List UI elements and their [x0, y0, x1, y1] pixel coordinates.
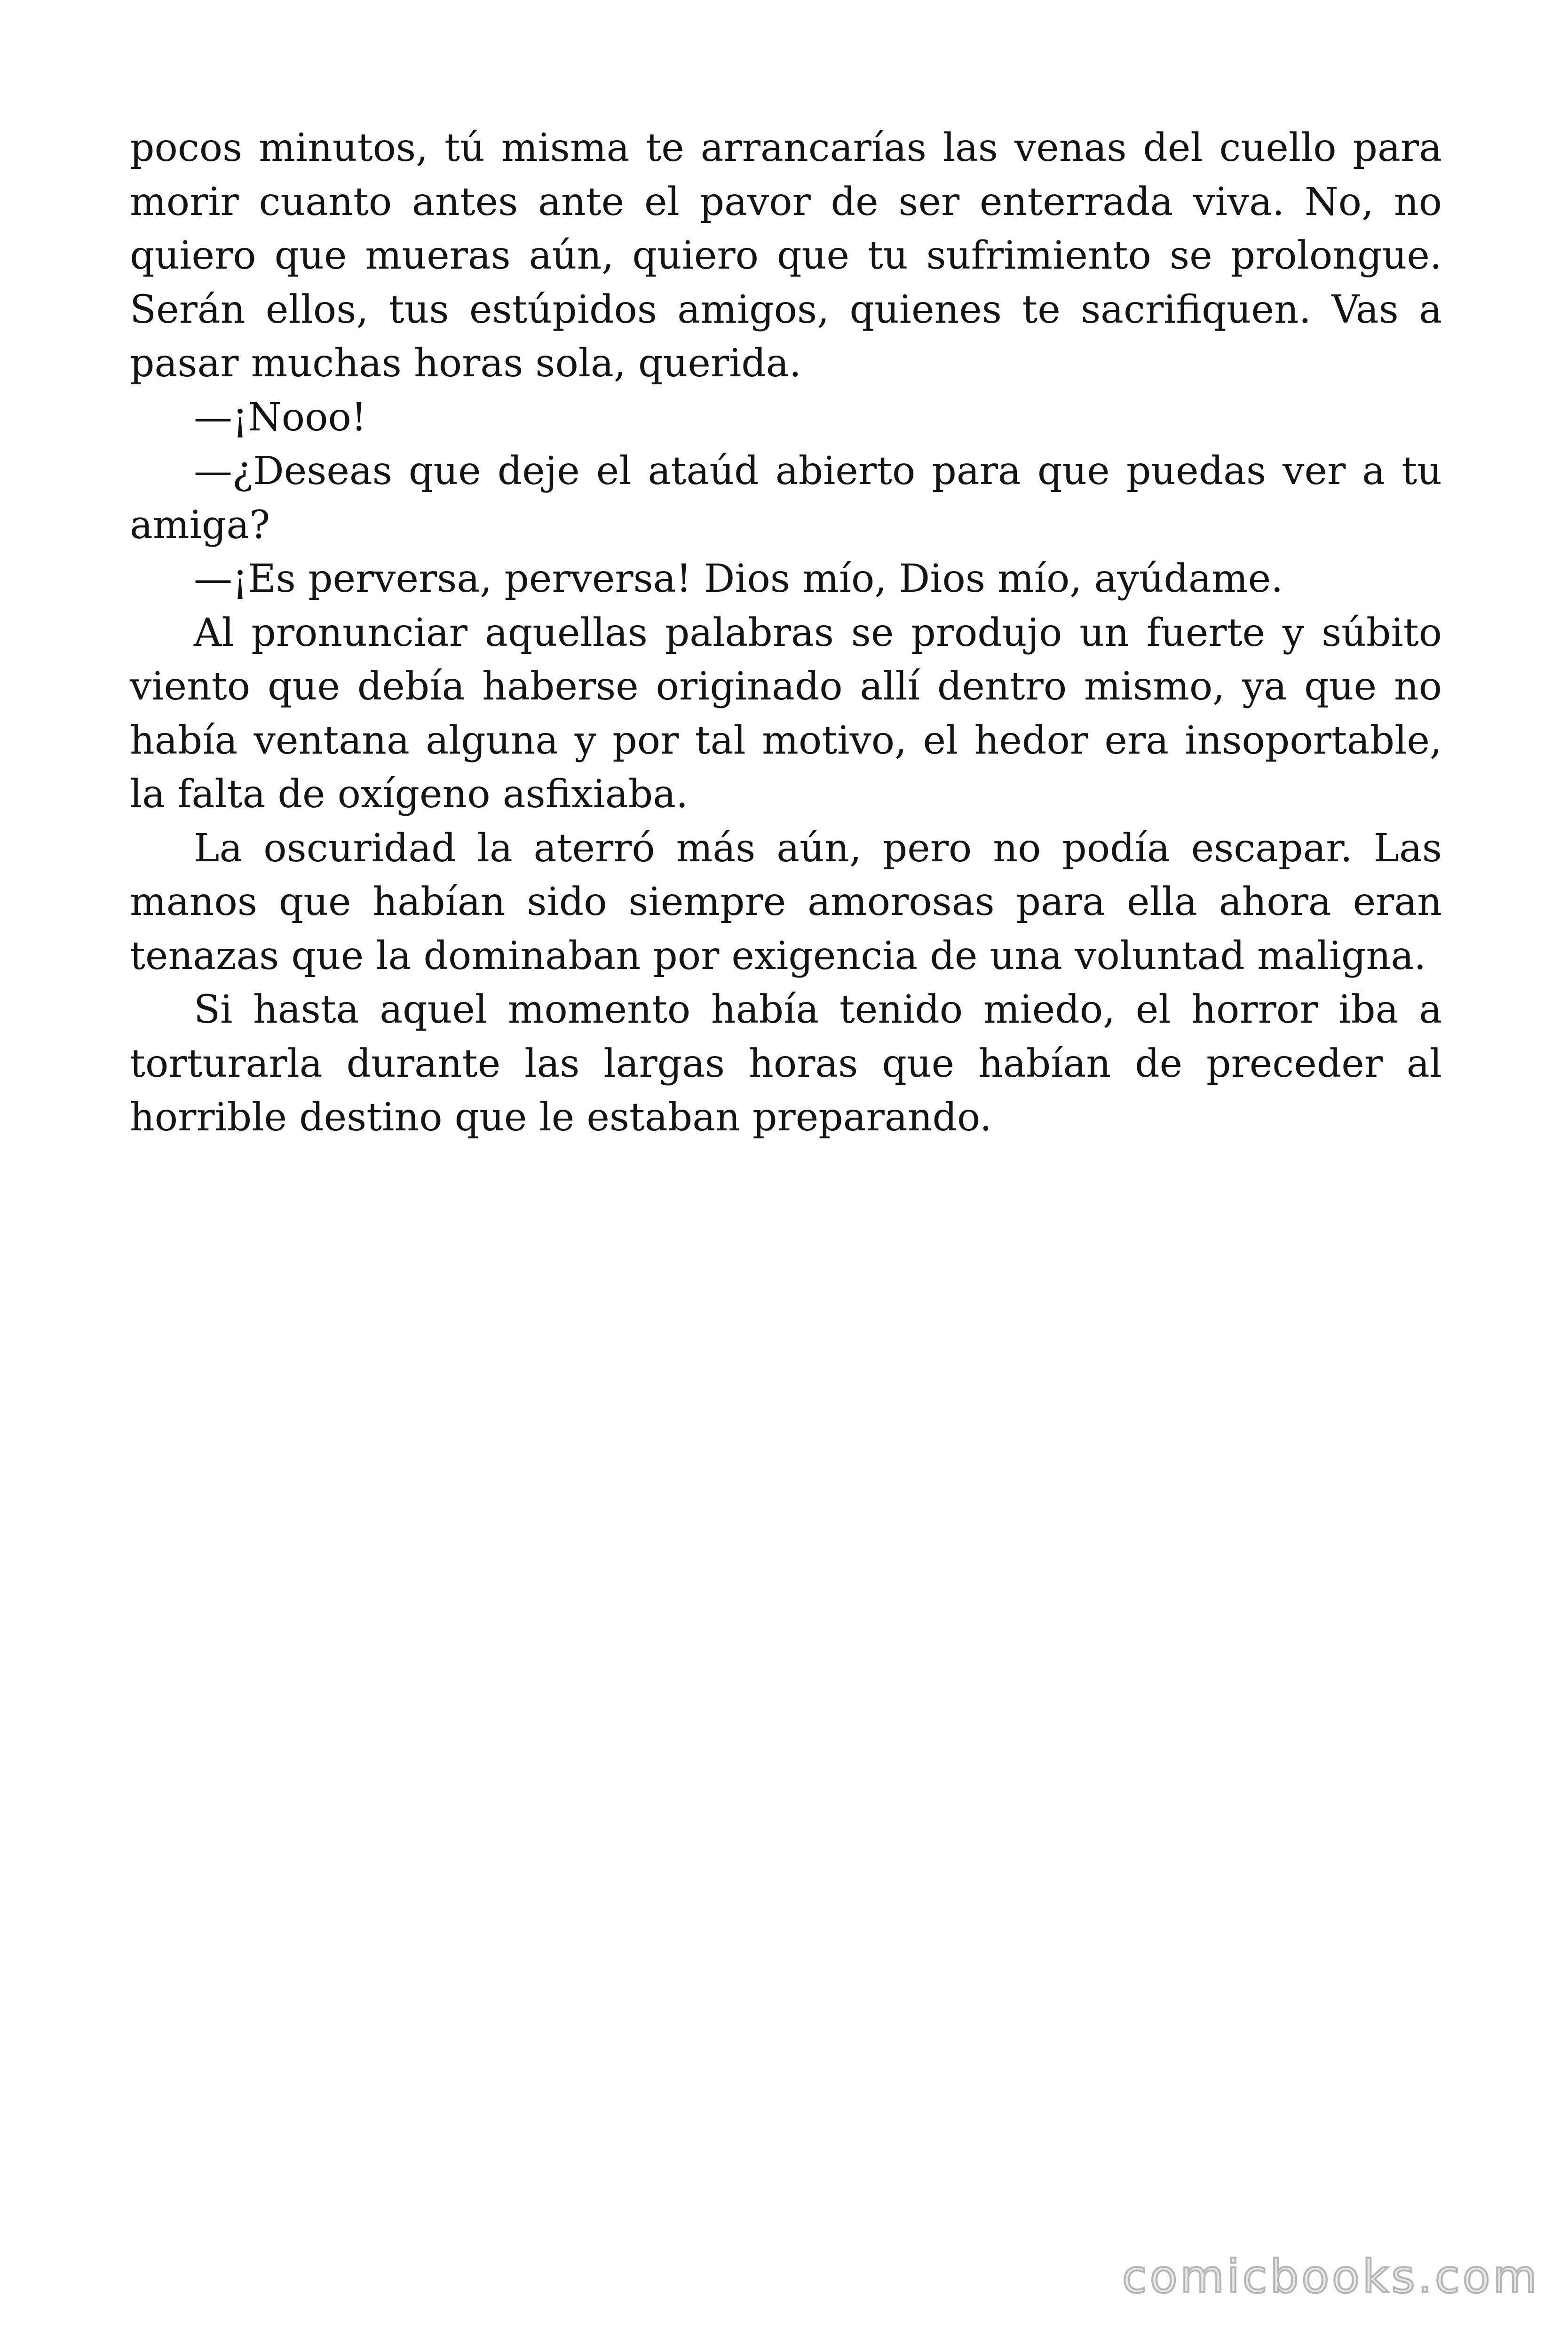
paragraph-continuation: pocos minutos, tú misma te arrancarías las venas del cuello para morir cuanto antes ante el pavor de ser enterrada viva. No, no quiero que mueras aún, quiero que tu sufrimiento se prolongue. Serán ellos, tus estúpidos amigos, quienes te sacrifiquen. Vas a pasar muchas horas sola, querida. — [130, 126, 1442, 386]
paragraph-horror: Si hasta aquel momento había tenido miedo, el horror iba a torturarla durante las largas horas que habían de preceder al horrible destino que le estaban preparando. — [130, 987, 1442, 1140]
paragraph-oscuridad: La oscuridad la aterró más aún, pero no podía escapar. Las manos que habían sido siempre amorosas para ella ahora eran tenazas que la dominaban por exigencia de una voluntad maligna. — [130, 826, 1442, 978]
site-watermark: comicbooks.com — [1122, 2250, 1540, 2303]
dialogue-line-ataud: —¿Deseas que deje el ataúd abierto para que puedas ver a tu amiga? — [130, 449, 1442, 548]
paragraph-viento: Al pronunciar aquellas palabras se produjo un fuerte y súbito viento que debía haberse originado allí dentro mismo, ya que no había ventana alguna y por tal motivo, el hedor era insoportable, la falta de oxígeno asfixiaba. — [130, 610, 1442, 817]
dialogue-line-perversa: —¡Es perversa, perversa! Dios mío, Dios mío, ayúdame. — [194, 556, 1283, 601]
body-text — [130, 121, 1442, 1145]
dialogue-line-nooo: —¡Nooo! — [194, 395, 367, 440]
